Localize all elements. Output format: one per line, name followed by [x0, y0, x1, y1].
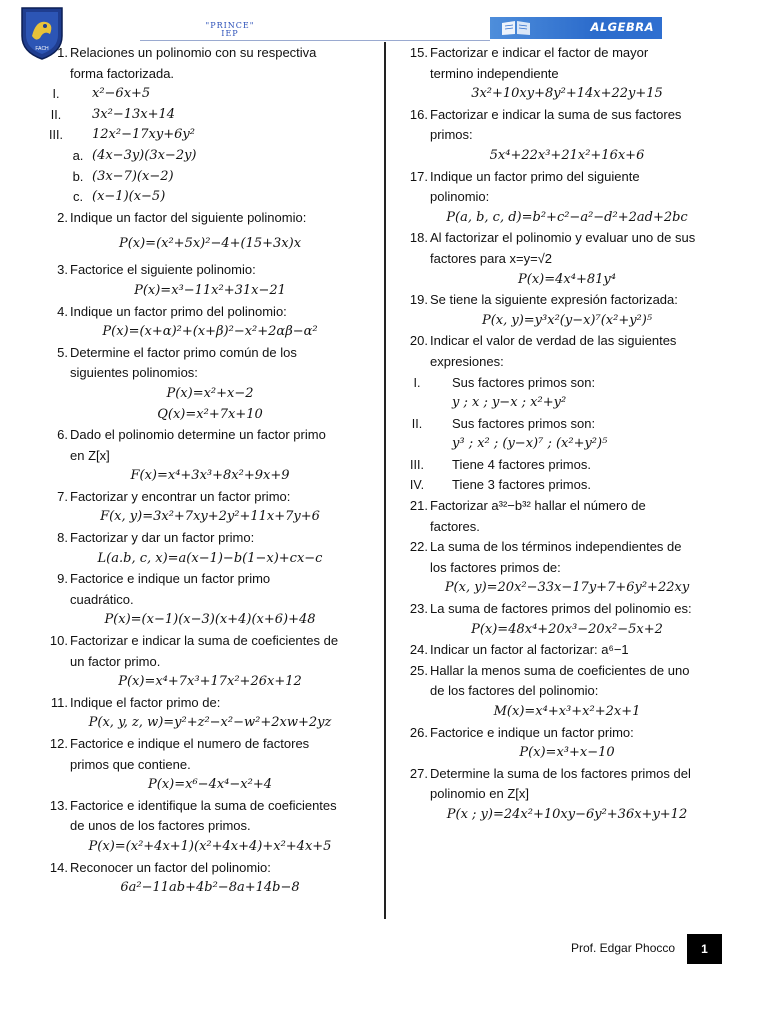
exercise-number: 10.	[49, 633, 68, 649]
exercise-line	[402, 784, 732, 805]
exercise-text-continued: cuadrático.	[70, 591, 134, 607]
roman-numeral: III.	[410, 457, 424, 472]
exercise-line	[42, 43, 378, 64]
math-expression: P(a, b, c, d)=b²+c²−a²−d²+2ad+2bc	[446, 209, 688, 225]
exercise-text: Factorice el siguiente polinomio:	[70, 262, 256, 278]
math-expression: F(x)=x⁴+3x³+8x²+9x+9	[130, 468, 290, 484]
exercise-number: 19.	[409, 292, 428, 308]
option-letter: b.	[72, 168, 84, 184]
exercise-line	[402, 208, 732, 229]
exercise-number: 27.	[409, 765, 428, 781]
left-column	[42, 43, 378, 899]
exercise-line	[402, 434, 732, 455]
exercise-line	[402, 146, 732, 167]
exercise-line	[42, 878, 378, 899]
exercise-number: 5.	[57, 344, 68, 360]
exercise-line	[402, 578, 732, 599]
header-rule	[140, 40, 490, 41]
polynomial-expression: x²−6x+5	[92, 86, 151, 102]
exercise-line	[42, 569, 378, 590]
exercise-line	[402, 43, 732, 64]
math-expression: F(x, y)=3x²+7xy+2y²+11x+7y+6	[100, 509, 320, 525]
exercise-line	[42, 302, 378, 323]
exercise-text-continued: en Z[x]	[70, 447, 110, 463]
exercise-line	[42, 610, 378, 631]
exercise-line	[42, 84, 378, 105]
exercise-line	[402, 352, 732, 373]
exercise-number: 24.	[409, 642, 428, 658]
exercise-line	[42, 631, 378, 652]
option-letter: a.	[72, 147, 84, 163]
exercise-line	[42, 713, 378, 734]
exercise-line	[402, 537, 732, 558]
column-divider	[384, 42, 386, 919]
exercise-number: 9.	[57, 571, 68, 587]
exercise-line	[42, 652, 378, 673]
exercise-text-continued: un factor primo.	[70, 653, 161, 669]
exercise-text: Dado el polinomio determine un factor primo	[70, 427, 326, 443]
math-expression: P(x)=x⁴+7x³+17x²+26x+12	[118, 674, 302, 690]
math-expression: P(x)=4x⁴+81y⁴	[518, 271, 616, 287]
exercise-line	[42, 528, 378, 549]
exercise-line	[402, 702, 732, 723]
exercise-text-continued: termino independiente	[430, 65, 559, 81]
exercise-line	[42, 734, 378, 755]
exercise-text: Factorizar y dar un factor primo:	[70, 530, 255, 546]
exercise-number: 11.	[50, 694, 68, 710]
math-expression: P(x ; y)=24x²+10xy−6y²+36x+y+12	[446, 806, 688, 822]
math-expression: P(x, y)=20x²−33x−17y+7+6y²+22xy	[444, 580, 690, 596]
exercise-text-continued: factores para x=y=√2	[430, 250, 553, 266]
exercise-line	[42, 64, 378, 85]
exercise-text: Indique un factor del siguiente polinomio:	[70, 209, 307, 225]
exercise-text: Al factorizar el polinomio y evaluar uno de sus	[430, 230, 696, 246]
exercise-line	[402, 475, 732, 496]
exercise-text: Factorizar y encontrar un factor primo:	[70, 488, 291, 504]
exercise-line	[42, 281, 378, 302]
exercise-line	[42, 384, 378, 405]
exercise-line	[402, 681, 732, 702]
exercise-text: Hallar la menos suma de coeficientes de uno	[430, 662, 690, 678]
exercise-number: 14.	[49, 859, 68, 875]
math-expression: Q(x)=x²+7x+10	[157, 406, 263, 422]
exercise-text: Factorizar a³²−b³² hallar el número de	[430, 498, 646, 514]
exercise-line	[402, 105, 732, 126]
exercise-text: Factorice e indique un factor primo	[70, 571, 271, 587]
exercise-text: Reconocer un factor del polinomio:	[70, 859, 271, 875]
exercise-text-continued: expresiones:	[430, 353, 504, 369]
exercise-number: 26.	[409, 724, 428, 740]
exercise-number: 17.	[409, 168, 428, 184]
exercise-line	[42, 775, 378, 796]
right-column	[402, 43, 732, 826]
math-expression: y ; x ; y−x ; x²+y²	[452, 395, 567, 411]
exercise-line	[402, 640, 732, 661]
exercise-text: Indique un factor primo del siguiente	[430, 168, 640, 184]
exercise-line	[402, 393, 732, 414]
roman-numeral: IV.	[409, 478, 425, 493]
math-expression: y³ ; x² ; (y−x)⁷ ; (x²+y²)⁵	[452, 436, 608, 452]
exercise-line	[42, 125, 378, 146]
math-expression: P(x)=(x²+4x+1)(x²+4x+4)+x²+4x+5	[88, 838, 332, 854]
exercise-line	[402, 167, 732, 188]
banner-title: ALGEBRA	[590, 20, 654, 34]
wordart-title: "PRINCE" IEP	[205, 21, 255, 38]
exercise-line	[402, 125, 732, 146]
exercise-line	[42, 228, 378, 260]
exercise-line	[402, 723, 732, 744]
exercise-number: 12.	[49, 736, 68, 751]
exercise-number: 2.	[57, 209, 68, 225]
exercise-text-continued: los factores primos de:	[430, 559, 561, 575]
option-expression: (3x−7)(x−2)	[92, 168, 174, 184]
exercise-line	[42, 590, 378, 611]
exercise-number: 4.	[57, 303, 68, 319]
math-expression: 5x⁴+22x³+21x²+16x+6	[489, 147, 645, 163]
exercise-text: Se tiene la siguiente expresión factorizada:	[430, 292, 678, 308]
exercise-text-continued: factores.	[430, 518, 480, 534]
exercise-text: Factorizar e indicar la suma de coeficientes de	[70, 633, 339, 649]
exercise-line	[42, 487, 378, 508]
exercise-line	[42, 446, 378, 467]
exercise-line	[402, 311, 732, 332]
math-expression: P(x)=48x⁴+20x³−20x²−5x+2	[471, 621, 663, 637]
roman-numeral: I.	[52, 87, 60, 102]
exercise-line	[402, 496, 732, 517]
polynomial-expression: 12x²−17xy+6y²	[92, 127, 195, 143]
exercise-text: Factorice e identifique la suma de coeficientes	[70, 797, 337, 813]
exercise-line	[42, 322, 378, 343]
statement-text: Tiene 3 factores primos.	[452, 477, 591, 493]
exercise-line	[42, 405, 378, 426]
exercise-number: 18.	[409, 230, 428, 246]
statement-text: Sus factores primos son:	[452, 415, 596, 431]
exercise-line	[402, 270, 732, 291]
exercise-line	[42, 208, 378, 229]
exercise-text-continued: primos:	[430, 127, 473, 143]
math-expression: P(x)=(x+α)²+(x+β)²−x²+2αβ−α²	[102, 324, 318, 340]
exercise-line	[402, 517, 732, 538]
statement-text: Sus factores primos son:	[452, 374, 596, 390]
exercise-line	[42, 187, 378, 208]
option-expression: (x−1)(x−5)	[92, 189, 166, 205]
exercise-line	[42, 837, 378, 858]
exercise-line	[42, 755, 378, 776]
option-letter: c.	[72, 189, 84, 205]
exercise-line	[402, 455, 732, 476]
exercise-line	[42, 167, 378, 188]
exercise-line	[42, 507, 378, 528]
exercise-line	[402, 558, 732, 579]
exercise-number: 13.	[49, 797, 68, 813]
exercise-number: 25.	[409, 662, 428, 678]
exercise-line	[402, 414, 732, 435]
exercise-line	[42, 549, 378, 570]
exercise-text: Relaciones un polinomio con su respectiva	[70, 45, 317, 60]
exercise-number: 20.	[409, 333, 428, 349]
exercise-line	[42, 816, 378, 837]
exercise-line	[42, 466, 378, 487]
exercise-text: Factorice e indique el numero de factores	[70, 736, 310, 751]
author-name: Prof. Edgar Phocco	[571, 941, 676, 955]
roman-numeral: III.	[49, 128, 63, 143]
exercise-text: Indique un factor primo del polinomio:	[70, 303, 287, 319]
roman-numeral: I.	[413, 375, 421, 390]
exercise-line	[402, 249, 732, 270]
exercise-line	[42, 260, 378, 281]
book-icon	[498, 19, 534, 37]
math-expression: L(a.b, c, x)=a(x−1)−b(1−x)+cx−c	[97, 550, 323, 566]
algebra-banner	[490, 17, 662, 39]
option-expression: (4x−3y)(3x−2y)	[92, 147, 197, 163]
exercise-number: 1.	[57, 45, 68, 60]
exercise-line	[402, 64, 732, 85]
exercise-text: Indique el factor primo de:	[70, 694, 221, 710]
exercise-line	[402, 805, 732, 826]
exercise-text-continued: de los factores del polinomio:	[430, 683, 599, 699]
exercise-number: 22.	[409, 539, 428, 555]
exercise-text-continued: polinomio:	[430, 189, 490, 205]
exercise-line	[402, 84, 732, 105]
math-expression: P(x)=x⁶−4x⁴−x²+4	[148, 777, 272, 793]
exercise-text: Indicar el valor de verdad de las siguientes	[430, 333, 677, 349]
exercise-number: 23.	[409, 601, 428, 617]
exercise-line	[402, 599, 732, 620]
exercise-text: Determine la suma de los factores primos del	[430, 765, 691, 781]
exercise-line	[402, 290, 732, 311]
exercise-line	[42, 105, 378, 126]
roman-numeral: II.	[411, 416, 423, 431]
exercise-line	[402, 228, 732, 249]
exercise-line	[402, 764, 732, 785]
exercise-text: Determine el factor primo común de los	[70, 344, 297, 360]
exercise-number: 8.	[57, 530, 68, 546]
math-expression: P(x)=x³−11x²+31x−21	[134, 282, 286, 298]
exercise-line	[42, 343, 378, 364]
logo-text: FACH	[35, 46, 49, 52]
roman-numeral: II.	[50, 107, 62, 122]
exercise-text: Factorice e indique un factor primo:	[430, 724, 634, 740]
math-expression: P(x, y)=y³x²(y−x)⁷(x²+y²)⁵	[481, 312, 653, 328]
exercise-line	[42, 672, 378, 693]
math-expression: 3x²+10xy+8y²+14x+22y+15	[471, 86, 663, 102]
math-expression: M(x)=x⁴+x³+x²+2x+1	[493, 704, 641, 719]
exercise-number: 7.	[57, 488, 68, 504]
exercise-text-continued: primos que contiene.	[70, 756, 191, 772]
exercise-number: 15.	[409, 45, 428, 60]
exercise-line	[402, 620, 732, 641]
polynomial-expression: 3x²−13x+14	[92, 106, 176, 122]
math-expression: P(x, y, z, w)=y²+z²−x²−w²+2xw+2yz	[88, 715, 332, 731]
exercise-text-continued: de unos de los factores primos.	[70, 818, 251, 834]
exercise-line	[402, 187, 732, 208]
exercise-line	[402, 331, 732, 352]
exercise-line	[42, 146, 378, 167]
page-number: 1	[687, 934, 722, 964]
statement-text: Tiene 4 factores primos.	[452, 456, 591, 472]
math-expression: 6a²−11ab+4b²−8a+14b−8	[120, 880, 300, 896]
math-expression: P(x)=(x−1)(x−3)(x+4)(x+6)+48	[104, 612, 316, 628]
exercise-text: La suma de factores primos del polinomio es:	[430, 601, 692, 617]
exercise-number: 3.	[57, 262, 68, 278]
exercise-text: Factorizar e indicar la suma de sus factores	[430, 106, 682, 122]
math-expression: P(x)=(x²+5x)²−4+(15+3x)x	[118, 236, 302, 252]
exercise-text-continued: forma factorizada.	[70, 65, 175, 81]
exercise-line	[42, 693, 378, 714]
exercise-line	[42, 858, 378, 879]
exercise-text-continued: polinomio en Z[x]	[430, 786, 529, 802]
exercise-line	[42, 363, 378, 384]
exercise-line	[402, 373, 732, 394]
exercise-text-continued: siguientes polinomios:	[70, 365, 198, 381]
exercise-number: 21.	[409, 498, 428, 514]
exercise-number: 6.	[57, 427, 68, 443]
exercise-line	[402, 743, 732, 764]
exercise-text: Factorizar e indicar el factor de mayor	[430, 45, 649, 60]
math-expression: P(x)=x²+x−2	[166, 385, 254, 401]
exercise-line	[42, 796, 378, 817]
exercise-number: 16.	[409, 106, 428, 122]
exercise-line	[402, 661, 732, 682]
exercise-line	[42, 425, 378, 446]
exercise-text: Indicar un factor al factorizar: a⁶−1	[430, 642, 629, 658]
math-expression: P(x)=x³+x−10	[519, 745, 615, 761]
exercise-text: La suma de los términos independientes de	[430, 539, 682, 555]
